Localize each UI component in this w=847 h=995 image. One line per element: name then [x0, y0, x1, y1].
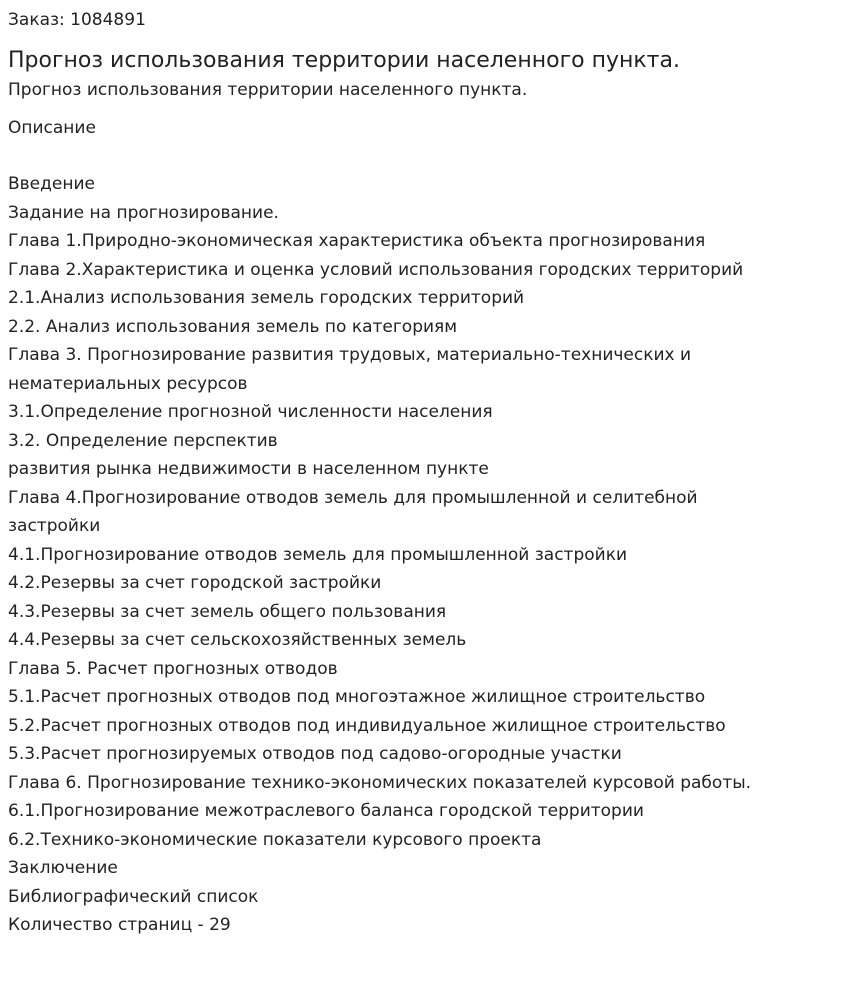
- toc-line: Количество страниц - 29: [8, 915, 231, 935]
- toc-line: развития рынка недвижимости в населенном пункте: [8, 459, 489, 479]
- description-label: Описание: [8, 118, 96, 138]
- toc-line: Глава 5. Расчет прогнозных отводов: [8, 658, 338, 679]
- toc-line: 2.2. Анализ использования земель по категориям: [8, 316, 458, 337]
- order-number: Заказ: 1084891: [8, 10, 146, 30]
- toc-line: 3.2. Определение перспектив: [8, 430, 278, 451]
- toc-line: 4.1.Прогнозирование отводов земель для промышленной застройки: [8, 544, 628, 565]
- toc-line: Глава 6. Прогнозирование технико-экономических показателей курсовой работы.: [8, 772, 752, 793]
- toc-line: 3.1.Определение прогнозной численности населения: [8, 402, 493, 422]
- toc-line: 2.1.Анализ использования земель городских территорий: [8, 288, 525, 308]
- table-of-contents: [8, 170, 847, 940]
- page-subtitle: Прогноз использования территории населенного пункта.: [8, 80, 528, 100]
- toc-line: Глава 3. Прогнозирование развития трудовых, материально-технических и: [8, 345, 692, 365]
- page-title: Прогноз использования территории населенного пункта.: [8, 48, 680, 73]
- toc-line: 5.3.Расчет прогнозируемых отводов под садово-огородные участки: [8, 744, 622, 764]
- toc-line: 4.4.Резервы за счет сельскохозяйственных земель: [8, 630, 467, 650]
- toc-line: Библиографический список: [8, 886, 259, 907]
- toc-line: 4.2.Резервы за счет городской застройки: [8, 573, 382, 593]
- toc-line: Заключение: [8, 858, 118, 878]
- toc-line: Введение: [8, 174, 95, 194]
- toc-line: застройки: [8, 516, 101, 536]
- toc-line: 4.3.Резервы за счет земель общего пользования: [8, 601, 447, 622]
- toc-line: 6.2.Технико-экономические показатели курсового проекта: [8, 829, 542, 850]
- toc-line: 5.2.Расчет прогнозных отводов под индивидуальное жилищное строительство: [8, 715, 726, 736]
- toc-line: Задание на прогнозирование.: [8, 202, 279, 223]
- toc-line: Глава 1.Природно-экономическая характеристика объекта прогнозирования: [8, 231, 706, 251]
- toc-line: 6.1.Прогнозирование межотраслевого баланса городской территории: [8, 801, 644, 821]
- toc-line: 5.1.Расчет прогнозных отводов под многоэтажное жилищное строительство: [8, 687, 706, 707]
- toc-line: Глава 2.Характеристика и оценка условий использования городских территорий: [8, 259, 744, 280]
- toc-line: нематериальных ресурсов: [8, 373, 248, 394]
- toc-line: Глава 4.Прогнозирование отводов земель для промышленной и селитебной: [8, 487, 698, 508]
